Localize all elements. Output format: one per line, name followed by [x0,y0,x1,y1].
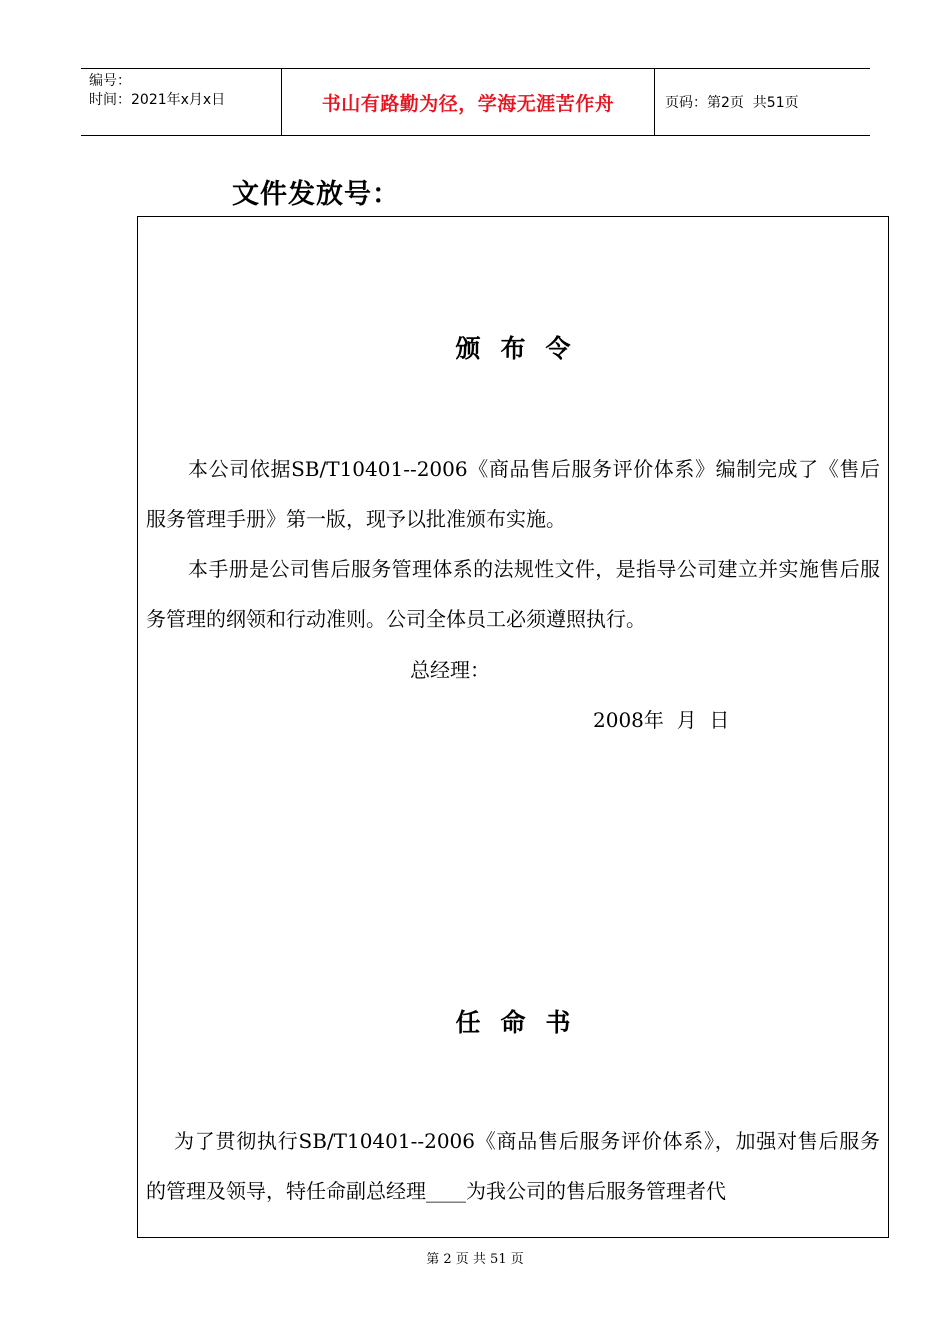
header-meta [81,69,281,135]
signing-date: 2008年 月 日 [593,708,730,732]
header-page-cell [655,69,870,135]
header-motto: 书山有路勤为径，学海无涯苦作舟 [321,92,615,115]
appointment-title: 任命书 [455,1008,591,1037]
header-number-label: 编号： [89,73,131,89]
header-motto-cell [281,69,655,135]
promulgation-paragraph-1: 本公司依据SB/T10401--2006《商品售后服务评价体系》编制完成了《售后服务管理手册》第一版，现予以批准颁布实施。 [146,457,880,531]
header-page-info: 页码：第2页 共51页 [665,95,799,111]
header-time-label: 时间：2021年x月x日 [89,92,226,108]
document-body-box [137,216,889,1238]
page-header [81,68,870,136]
signer-label: 总经理： [410,658,490,682]
appointment-paragraph: 为了贯彻执行SB/T10401--2006《商品售后服务评价体系》，加强对售后服务的管理及领导，特任命副总经理____为我公司的售后服务管理者代 [146,1129,880,1203]
promulgation-title: 颁布令 [455,334,591,363]
promulgation-paragraph-2: 本手册是公司售后服务管理体系的法规性文件，是指导公司建立并实施售后服务管理的纲领和行动准则。公司全体员工必须遵照执行。 [146,557,880,631]
page-footer: 第 2 页 共 51 页 [426,1252,524,1267]
document-issue-number-label: 文件发放号： [232,179,400,210]
